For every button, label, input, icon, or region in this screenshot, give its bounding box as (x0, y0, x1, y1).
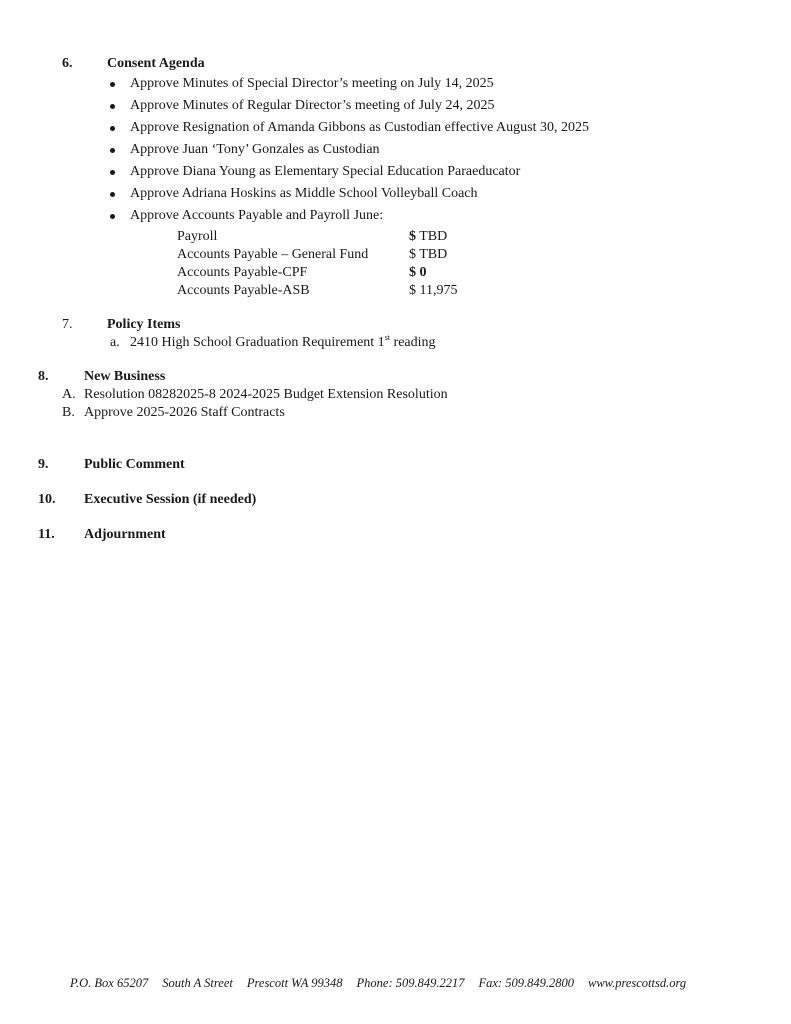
footer-website: www.prescottsd.org (587, 976, 687, 990)
section-8-title: New Business (84, 369, 166, 384)
section-6-title: Consent Agenda (107, 56, 205, 71)
footer-city: Prescott WA 99348 (246, 976, 343, 990)
section-11-number: 11. (38, 527, 55, 542)
new-business-item: Resolution 08282025-8 2024-2025 Budget Extension Resolution (84, 387, 448, 402)
section-11-title: Adjournment (84, 527, 166, 542)
footer-street: South A Street (162, 976, 233, 990)
section-9-title: Public Comment (84, 457, 185, 472)
section-9-number: 9. (38, 457, 49, 472)
footer-po-box: P.O. Box 65207 (70, 976, 149, 990)
new-business-marker: A. (62, 387, 76, 402)
payment-value: $ TBD (409, 229, 448, 244)
section-10-number: 10. (38, 492, 56, 507)
list-item: Approve Resignation of Amanda Gibbons as Custodian effective August 30, 2025 (130, 120, 589, 135)
bullet-icon (110, 148, 115, 153)
bullet-icon (110, 82, 115, 87)
footer-phone: Phone: 509.849.2217 (356, 976, 465, 990)
page-footer (70, 974, 686, 992)
new-business-item: Approve 2025-2026 Staff Contracts (84, 405, 285, 420)
list-item: Approve Juan ‘Tony’ Gonzales as Custodian (130, 142, 380, 157)
section-10-title: Executive Session (if needed) (84, 492, 257, 507)
section-8-number: 8. (38, 369, 49, 384)
section-7-number: 7. (62, 317, 73, 332)
list-item: Approve Diana Young as Elementary Special Education Paraeducator (130, 164, 521, 179)
list-item: Approve Adriana Hoskins as Middle School Volleyball Coach (130, 186, 478, 201)
payment-value: $ 0 (409, 265, 427, 280)
payment-value: $ 11,975 (409, 283, 458, 298)
list-item: Approve Minutes of Special Director’s meeting on July 14, 2025 (130, 76, 494, 91)
bullet-icon (110, 170, 115, 175)
footer-fax: Fax: 509.849.2800 (478, 976, 574, 990)
payment-label: Accounts Payable – General Fund (177, 247, 369, 262)
section-7-title: Policy Items (107, 317, 181, 332)
payment-label: Accounts Payable-ASB (177, 283, 310, 298)
bullet-icon (110, 192, 115, 197)
bullet-icon (110, 214, 115, 219)
bullet-icon (110, 126, 115, 131)
policy-item-marker: a. (110, 335, 120, 350)
policy-item: 2410 High School Graduation Requirement 1st reading (130, 333, 436, 350)
list-item: Approve Accounts Payable and Payroll June: (130, 208, 384, 223)
section-6-number: 6. (62, 56, 73, 71)
payment-label: Accounts Payable-CPF (177, 265, 308, 280)
payment-label: Payroll (177, 229, 218, 244)
bullet-icon (110, 104, 115, 109)
list-item: Approve Minutes of Regular Director’s meeting of July 24, 2025 (130, 98, 495, 113)
payment-value: $ TBD (409, 247, 448, 262)
new-business-marker: B. (62, 405, 75, 420)
